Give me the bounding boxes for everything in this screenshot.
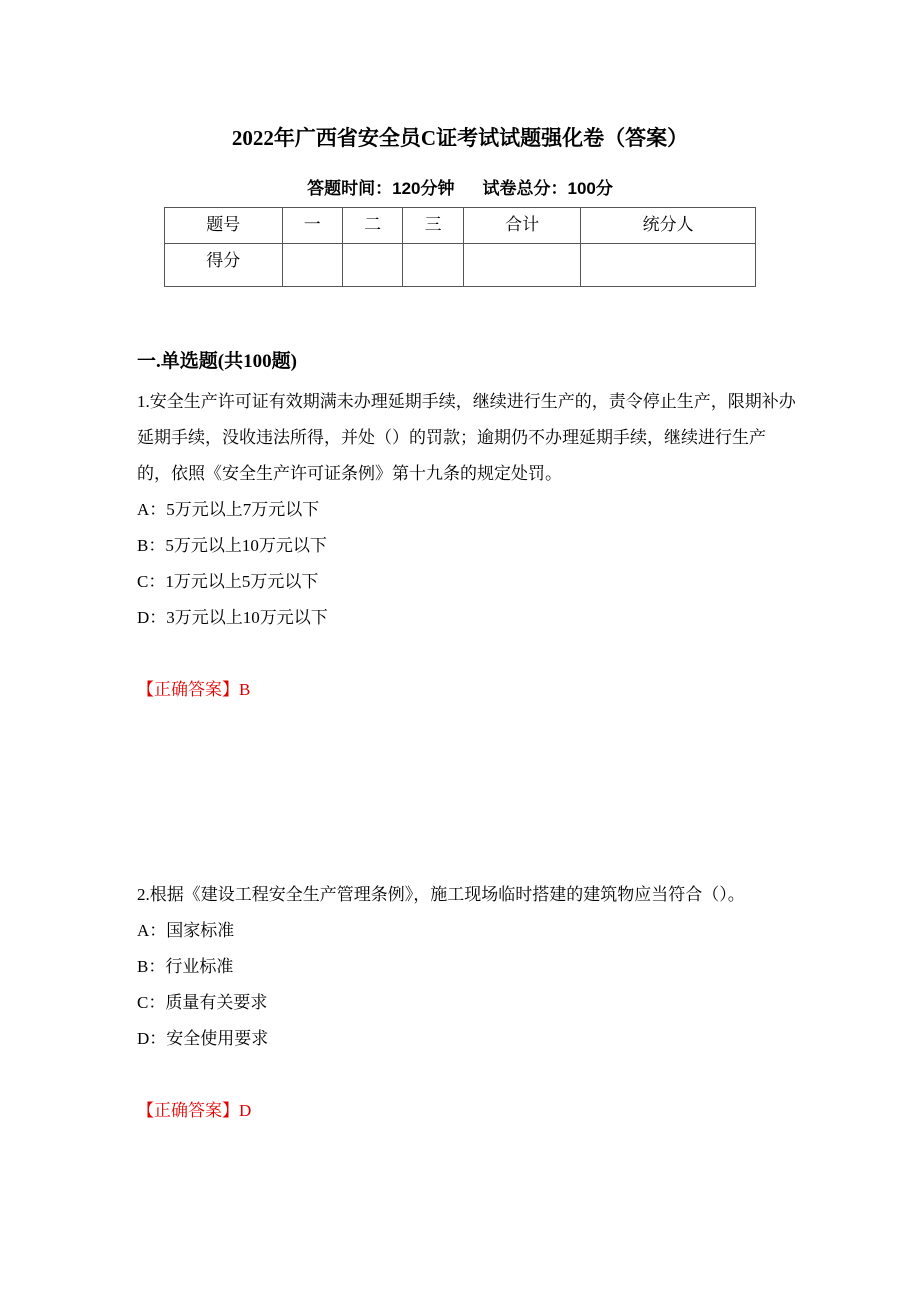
header-cell: 一 — [282, 208, 342, 244]
score-table — [164, 207, 756, 287]
score-cell — [342, 244, 402, 287]
exam-time: 答题时间：120分钟 — [307, 179, 455, 198]
exam-total-score: 试卷总分：100分 — [482, 179, 613, 198]
header-cell: 二 — [342, 208, 402, 244]
question-1-text: 1.安全生产许可证有效期满未办理延期手续，继续进行生产的，责令停止生产，限期补办延期手续，没收违法所得，并处（）的罚款；逾期仍不办理延期手续，继续进行生产的，依照《安全生产许可证条例》第十九条的规定处罚。 — [137, 392, 796, 483]
question-2 — [137, 877, 797, 1129]
score-cell — [282, 244, 342, 287]
question-1 — [137, 384, 797, 708]
header-cell: 统分人 — [581, 208, 756, 244]
question-2-option-c: C：质量有关要求 — [137, 993, 268, 1012]
question-1-option-a: A：5万元以上7万元以下 — [137, 500, 320, 519]
header-cell: 题号 — [165, 208, 283, 244]
score-cell — [581, 244, 756, 287]
question-1-option-b: B：5万元以上10万元以下 — [137, 536, 327, 555]
header-cell: 合计 — [463, 208, 581, 244]
score-row — [165, 244, 756, 287]
question-1-option-d: D：3万元以上10万元以下 — [137, 608, 328, 627]
row-label: 得分 — [165, 244, 283, 287]
document-title: 2022年广西省安全员C证考试试题强化卷（答案） — [231, 126, 689, 150]
score-table-header-row — [165, 208, 756, 244]
score-cell — [403, 244, 463, 287]
question-2-option-a: A：国家标准 — [137, 921, 235, 940]
question-1-option-c: C：1万元以上5万元以下 — [137, 572, 319, 591]
header-cell: 三 — [403, 208, 463, 244]
question-1-answer: 【正确答案】B — [137, 680, 251, 699]
question-2-option-b: B：行业标准 — [137, 957, 234, 976]
exam-info — [0, 174, 920, 199]
score-cell — [463, 244, 581, 287]
section-heading: 一.单选题(共100题) — [137, 351, 297, 372]
question-2-answer: 【正确答案】D — [137, 1101, 252, 1120]
question-2-option-d: D：安全使用要求 — [137, 1029, 269, 1048]
question-2-text: 2.根据《建设工程安全生产管理条例》，施工现场临时搭建的建筑物应当符合（）。 — [137, 885, 745, 904]
